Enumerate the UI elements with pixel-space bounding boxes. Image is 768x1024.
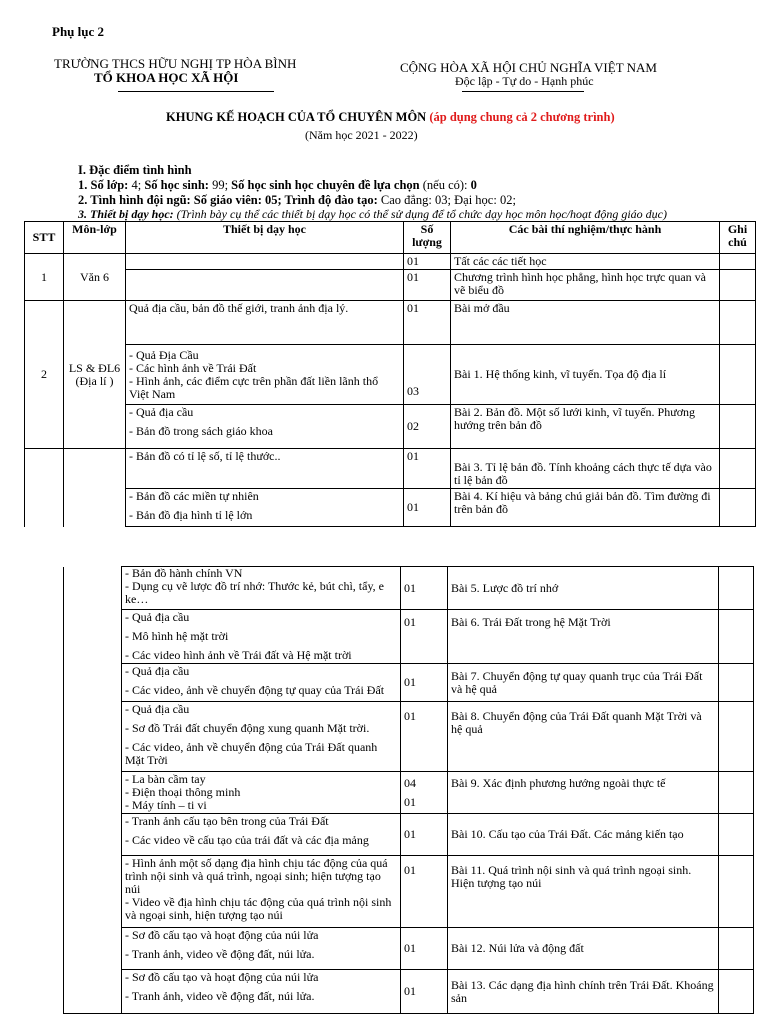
- stat-elective-value: 0: [470, 178, 477, 192]
- school-name: TRƯỜNG THCS HỮU NGHỊ TP HÒA BÌNH: [54, 56, 297, 71]
- equipment-line: - Sơ đồ Trái đất chuyển động xung quanh Mặt trời.: [125, 721, 370, 735]
- equipment-line: - La bàn cầm tay: [125, 772, 206, 786]
- row-qty: 01: [401, 928, 448, 970]
- row-qty: 01: [404, 301, 451, 345]
- row-lesson: Bài 3. Tỉ lệ bản đồ. Tính khoảng cách thực tế dựa vào tỉ lệ bản đồ: [451, 449, 720, 489]
- row-stt: 2: [25, 301, 64, 449]
- row-note: [719, 856, 754, 928]
- row-equipment: [122, 928, 401, 970]
- equipment-line: - Hình ảnh một số dạng địa hình chịu tác động của quá trình nội sinh và quá trình, ngoại sinh; hiện tượng tạo núi: [125, 856, 388, 896]
- table-row: [64, 814, 754, 856]
- row-note: [719, 664, 754, 702]
- row-qty: 01: [404, 270, 451, 301]
- row-equipment: [122, 702, 401, 772]
- row-lesson: Bài 10. Cấu tạo của Trái Đất. Các mảng kiến tạo: [448, 814, 719, 856]
- row-note: [719, 702, 754, 772]
- equipment-line: - Quả địa cầu: [125, 610, 190, 624]
- equipment-line: - Bản đồ trong sách giáo khoa: [129, 424, 273, 438]
- row-lesson: Bài 9. Xác định phương hướng ngoài thực tế: [448, 772, 719, 814]
- row-lesson: Chương trình hình học phẳng, hình học trực quan và vẽ biểu đồ: [451, 270, 720, 301]
- row-qty: 01: [401, 610, 448, 664]
- row-note: [719, 814, 754, 856]
- equipment-note: (Trình bày cụ thể các thiết bị dạy học có thể sử dụng để tổ chức dạy học môn học/hoạt động giáo dục): [176, 207, 667, 221]
- row-lesson: Bài 13. Các dạng địa hình chính trên Trái Đất. Khoáng sản: [448, 970, 719, 1014]
- row-qty: 01: [401, 856, 448, 928]
- header-qty: Số lượng: [404, 222, 451, 254]
- row-equipment: [126, 270, 404, 301]
- row-note: [719, 928, 754, 970]
- table-row: [25, 449, 756, 489]
- equipment-line: - Mô hình hệ mặt trời: [125, 629, 229, 643]
- row-note: [720, 301, 756, 345]
- table-row: [25, 405, 756, 449]
- row-stt: 1: [25, 254, 64, 301]
- equipment-line: - Các hình ảnh về Trái Đất: [129, 360, 257, 375]
- row-lesson: Bài 5. Lược đồ trí nhớ: [448, 567, 719, 610]
- department-underline: [118, 91, 274, 92]
- row-qty: 01: [401, 702, 448, 772]
- row-equipment: [126, 405, 404, 449]
- row-lesson: Tất các các tiết học: [451, 254, 720, 270]
- row-subject: Văn 6: [64, 254, 126, 301]
- title-main: KHUNG KẾ HOẠCH CỦA TỔ CHUYÊN MÔN: [166, 110, 430, 124]
- stat-elective-label: Số học sinh học chuyên đề lựa chọn: [231, 178, 423, 192]
- row-equipment: [122, 664, 401, 702]
- equipment-line: - Bản đồ hành chính VN: [125, 566, 243, 580]
- row-qty: 01: [401, 970, 448, 1014]
- equipment-line: - Máy tính – ti vi: [125, 798, 207, 812]
- row-equipment: [122, 814, 401, 856]
- row-qty: 01: [404, 254, 451, 270]
- equipment-line: - Tranh ảnh, video về động đất, núi lửa.: [125, 989, 315, 1003]
- row-qty: 01: [401, 664, 448, 702]
- equipment-line: - Tranh ảnh cấu tạo bên trong của Trái Đất: [125, 814, 329, 828]
- stat-students-value: 99;: [212, 178, 232, 192]
- row-equipment: Quả địa cầu, bản đồ thế giới, tranh ảnh địa lý.: [126, 301, 404, 345]
- equipment-line: - Điện thoại thông minh: [125, 785, 241, 799]
- title-scope: (áp dụng chung cả 2 chương trình): [429, 110, 615, 124]
- header-stt: STT: [25, 222, 64, 254]
- equipment-line: - Các video hình ảnh về Trái đất và Hệ mặt trời: [125, 648, 352, 662]
- school-year: (Năm học 2021 - 2022): [305, 128, 418, 142]
- row-qty: 01: [404, 449, 451, 489]
- table-row: [64, 567, 754, 610]
- motto: Độc lập - Tự do - Hạnh phúc: [455, 74, 594, 88]
- row-note: [719, 772, 754, 814]
- row-equipment: [122, 970, 401, 1014]
- document-title: [166, 110, 615, 125]
- stat-line-3: [78, 207, 667, 222]
- equipment-line: - Quả Địa Cầu: [129, 347, 199, 362]
- table-header-row: [25, 222, 756, 254]
- row-note: [720, 270, 756, 301]
- staff-label: 2. Tình hình đội ngũ: Số giáo viên: 05; Trình độ đào tạo:: [78, 193, 381, 207]
- table-row: [64, 702, 754, 772]
- row-lesson: Bài mở đầu: [451, 301, 720, 345]
- row-equipment: [126, 254, 404, 270]
- staff-value: Cao đẳng: 03; Đại học: 02;: [380, 193, 516, 207]
- equipment-line: - Dụng cụ vẽ lược đồ trí nhớ: Thước kẻ, bút chì, tẩy, e ke…: [125, 579, 384, 606]
- row-lesson: Bài 4. Kí hiệu và bảng chú giải bản đồ. Tìm đường đi trên bản đồ: [451, 489, 720, 527]
- table-row: [64, 970, 754, 1014]
- equipment-line: - Quả địa cầu: [125, 702, 190, 716]
- row-stt: [25, 449, 64, 527]
- table-row: [25, 270, 756, 301]
- row-qty: [401, 772, 448, 814]
- table-row: [25, 254, 756, 270]
- stat-students-label: Số học sinh:: [144, 178, 213, 192]
- table-row: [64, 928, 754, 970]
- stat-elective-note: (nếu có):: [422, 178, 471, 192]
- row-qty: 01: [404, 489, 451, 527]
- table-row: [25, 345, 756, 405]
- row-lesson: Bài 11. Quá trình nội sinh và quá trình ngoại sinh. Hiện tượng tạo núi: [448, 856, 719, 928]
- row-equipment: [122, 856, 401, 928]
- row-note: [720, 254, 756, 270]
- row-equipment: [126, 489, 404, 527]
- equipment-line: - Quả địa cầu: [129, 405, 194, 419]
- row-equipment: [126, 345, 404, 405]
- equipment-line: - Video về địa hình chịu tác động của quá trình nội sinh và ngoại sinh, hiện tượng tạo núi: [125, 895, 392, 922]
- qty-line: 04: [404, 776, 416, 790]
- equipment-label: 3. Thiết bị dạy học:: [78, 207, 177, 221]
- equipment-line: - Hình ảnh, các điểm cực trên phần đất liền lãnh thổ Việt Nam: [129, 373, 379, 401]
- row-note: [720, 405, 756, 449]
- row-note: [719, 970, 754, 1014]
- row-lesson: Bài 12. Núi lửa và động đất: [448, 928, 719, 970]
- table-row: [25, 301, 756, 345]
- motto-underline: [462, 91, 584, 92]
- equipment-line: - Quả địa cầu: [125, 664, 190, 678]
- equipment-line: - Bản đồ địa hình tỉ lệ lớn: [129, 508, 253, 522]
- row-equipment: [122, 567, 401, 610]
- equipment-table-part1: [24, 221, 756, 527]
- row-subject: LS & ĐL6 (Địa lí ): [64, 301, 126, 449]
- table-row: [64, 772, 754, 814]
- equipment-line: - Các video, ảnh về chuyển động của Trái Đất quanh Mặt Trời: [125, 740, 378, 767]
- row-equipment: [122, 772, 401, 814]
- row-qty: 01: [401, 814, 448, 856]
- equipment-line: - Bản đồ các miền tự nhiên: [129, 489, 259, 503]
- row-lesson: Bài 7. Chuyển động tự quay quanh trục của Trái Đất và hệ quả: [448, 664, 719, 702]
- appendix-label: Phụ lục 2: [52, 24, 105, 39]
- header-note: Ghi chú: [720, 222, 756, 254]
- stat-classes-label: 1. Số lớp:: [78, 178, 132, 192]
- equipment-line: - Tranh ảnh, video về động đất, núi lửa.: [125, 947, 315, 961]
- row-equipment: - Bản đồ có tỉ lệ số, tỉ lệ thước..: [126, 449, 404, 489]
- table-row: [64, 610, 754, 664]
- row-lesson: Bài 2. Bản đồ. Một số lưới kinh, vĩ tuyến. Phương hướng trên bản đồ: [451, 405, 720, 449]
- stat-line-2: [78, 193, 516, 208]
- row-note: [720, 449, 756, 489]
- row-equipment: [122, 610, 401, 664]
- table-row: [64, 856, 754, 928]
- country-name: CỘNG HÒA XÃ HỘI CHỦ NGHĨA VIỆT NAM: [400, 60, 657, 75]
- qty-line: 01: [404, 795, 416, 809]
- header-lessons: Các bài thí nghiệm/thực hành: [451, 222, 720, 254]
- equipment-line: - Sơ đồ cấu tạo và hoạt động của núi lửa: [125, 928, 319, 942]
- department-name: TỔ KHOA HỌC XÃ HỘI: [94, 70, 239, 85]
- table-row: [25, 489, 756, 527]
- row-qty: 03: [404, 345, 451, 405]
- stat-classes-value: 4;: [131, 178, 145, 192]
- row-note: [719, 567, 754, 610]
- row-lesson: Bài 6. Trái Đất trong hệ Mặt Trời: [448, 610, 719, 664]
- row-lesson: Bài 1. Hệ thống kinh, vĩ tuyến. Tọa độ địa lí: [451, 345, 720, 405]
- equipment-line: - Các video, ảnh về chuyển động tự quay của Trái Đất: [125, 683, 385, 697]
- stat-line-1: [78, 178, 477, 193]
- equipment-line: - Sơ đồ cấu tạo và hoạt động của núi lửa: [125, 970, 319, 984]
- row-note: [719, 610, 754, 664]
- table-row: [64, 664, 754, 702]
- row-qty: 01: [401, 567, 448, 610]
- row-qty: 02: [404, 405, 451, 449]
- equipment-line: - Các video về cấu tạo của trái đất và các địa mảng: [125, 833, 369, 847]
- row-note: [720, 345, 756, 405]
- header-subject: Môn-lớp: [64, 222, 126, 254]
- row-lesson: Bài 8. Chuyển động của Trái Đất quanh Mặt Trời và hệ quả: [448, 702, 719, 772]
- section-heading: I. Đặc điểm tình hình: [78, 163, 192, 177]
- equipment-table-part2: [63, 566, 754, 1014]
- row-subject: [64, 567, 122, 1014]
- row-note: [720, 489, 756, 527]
- header-equipment: Thiết bị dạy học: [126, 222, 404, 254]
- row-subject: [64, 449, 126, 527]
